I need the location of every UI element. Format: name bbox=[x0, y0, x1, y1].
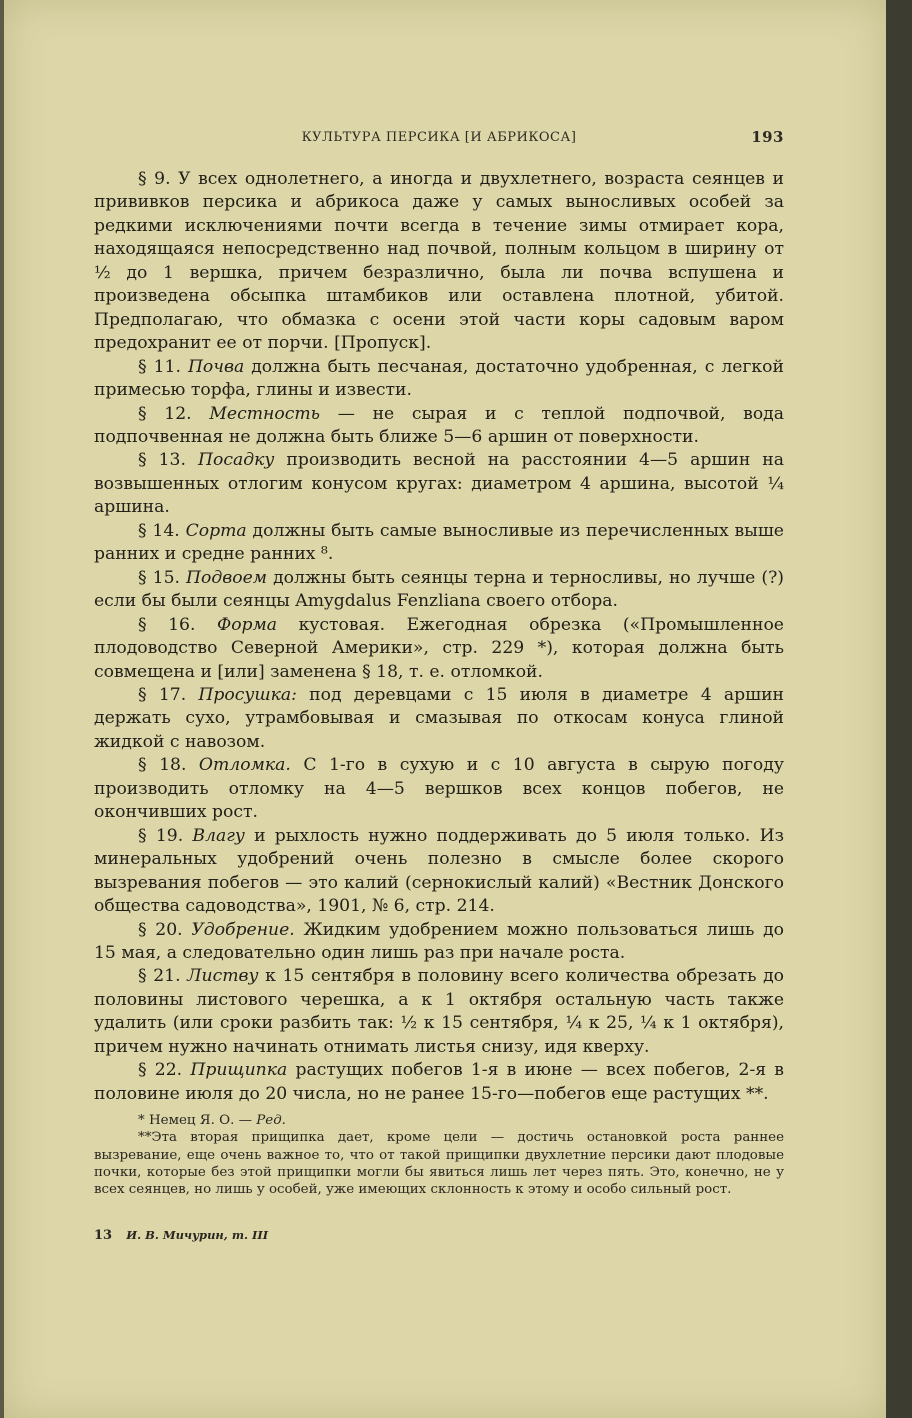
footnote-mark: * bbox=[138, 1113, 145, 1128]
scan-edge bbox=[886, 0, 912, 1418]
book-page bbox=[4, 0, 886, 1418]
section-number: § 11. bbox=[138, 356, 181, 377]
paragraph-text: под деревцами с 15 июля в диаметре 4 аршин держать сухо, утрамбовывая и смазывая по откосам конуса глиной жидкой с навозом. bbox=[94, 684, 784, 752]
paragraph-12 bbox=[94, 403, 784, 450]
footnote-1 bbox=[94, 1112, 784, 1129]
paragraph-text: должны быть сеянцы терна и терносливы, но лучше (?) если бы были сеянцы Amygdalus Fenzliana своего отбора. bbox=[94, 567, 785, 612]
section-number: § 12. bbox=[138, 403, 192, 424]
paragraph-17 bbox=[94, 684, 784, 754]
footnote-editor: Ред. bbox=[256, 1113, 286, 1128]
section-term: Отломка. bbox=[198, 755, 291, 776]
section-term: Удобрение. bbox=[191, 919, 295, 940]
section-term: Сорта bbox=[185, 520, 247, 541]
section-number: § 19. bbox=[138, 825, 184, 846]
paragraph-text: У всех однолетнего, а иногда и двухлетнего, возраста сеянцев и прививков персика и абрикоса даже у самых выносливых особей за редкими исключениями почти всегда в течение зимы отмирает кора, находящаяся непосредственно над почвой, полным кольцом в ширину от ½ до 1 вершка, причем безразлично, была ли почва вспушена и произведена обсыпка штамбиков или оставлена плотной, убитой. Предполагаю, что обмазка с осени этой части коры садовым варом предохранит ее от порчи. [Пропуск]. bbox=[94, 169, 784, 354]
paragraph-22 bbox=[94, 1059, 784, 1106]
paragraph-text: к 15 сентября в половину всего количества обрезать до половины листового черешка, а к 1 октября остальную часть также удалить (или сроки разбить так: ½ к 15 сентября, ¼ к 25, ¼ к 1 октября), причем нужно начинать отнимать листья снизу, идя кверху. bbox=[94, 966, 785, 1057]
paragraph-21 bbox=[94, 965, 784, 1059]
footnote-text: Немец Я. О. — bbox=[148, 1113, 252, 1128]
paragraph-18 bbox=[94, 754, 784, 824]
footer-author: И. В. Мичурин, т. III bbox=[126, 1228, 269, 1242]
paragraph-20 bbox=[94, 919, 784, 966]
paragraph-text: производить весной на расстоянии 4—5 аршин на возвышенных отлогим конусом кругах: диаметром 4 аршина, высотой ¼ аршина. bbox=[94, 450, 784, 518]
paragraph-text: растущих побегов 1-я в июне — всех побегов, 2-я в половине июля до 20 числа, но не ранее 15-го—побегов еще растущих **. bbox=[94, 1060, 784, 1104]
signature-mark: 13 bbox=[94, 1228, 113, 1243]
section-number: § 17. bbox=[138, 684, 187, 705]
section-number: § 16. bbox=[138, 614, 196, 635]
paragraph-11 bbox=[94, 356, 784, 403]
section-number: § 15. bbox=[138, 567, 180, 588]
section-term: Посадку bbox=[198, 450, 275, 471]
paragraph-text: Жидким удобрением можно пользоваться лишь до 15 мая, а следовательно один лишь раз при начале роста. bbox=[94, 919, 784, 963]
section-term: Листву bbox=[187, 966, 259, 987]
paragraph-text: — не сырая и с теплой подпочвой, вода подпочвенная не должна быть ближе 5—6 аршин от поверхности. bbox=[94, 403, 785, 447]
paragraph-text: должны быть самые выносливые из перечисленных выше ранних и средне ранних ⁸. bbox=[94, 520, 784, 565]
running-title: КУЛЬТУРА ПЕРСИКА [И АБРИКОСА] bbox=[301, 130, 577, 145]
section-number: § 21. bbox=[138, 966, 181, 987]
running-header bbox=[94, 130, 784, 152]
main-text bbox=[94, 168, 784, 1106]
section-term: Влагу bbox=[192, 825, 245, 846]
paragraph-text: должна быть песчаная, достаточно удобренная, с легкой примесью торфа, глины и извести. bbox=[94, 356, 784, 401]
paragraph-text: С 1-го в сухую и с 10 августа в сырую погоду производить отломку на 4—5 вершков всех концов побегов, не окончивших рост. bbox=[94, 755, 784, 823]
footnote-text: Эта вторая прищипка дает, кроме цели — достичь остановкой роста раннее вызревание, еще очень важное то, что от такой прищипки двухлетние персики дают плодовые почки, которые без этой прищипки могли бы явиться лишь лет через пять. Это, конечно, не у всех сеянцев, но лишь у особей, уже имеющих склонность к этому и особо сильный рост. bbox=[94, 1130, 784, 1198]
paragraph-13 bbox=[94, 449, 784, 519]
section-number: § 22. bbox=[138, 1060, 183, 1081]
section-term: Форма bbox=[216, 614, 278, 635]
section-term: Прищипка bbox=[190, 1060, 288, 1081]
section-number: § 14. bbox=[138, 520, 180, 541]
page-number: 193 bbox=[751, 128, 784, 146]
section-number: § 13. bbox=[138, 450, 186, 471]
paragraph-19 bbox=[94, 825, 784, 919]
section-term: Просушка: bbox=[198, 684, 297, 705]
section-term: Местность bbox=[209, 403, 320, 424]
paragraph-16 bbox=[94, 614, 784, 684]
section-number: § 9. bbox=[138, 169, 171, 189]
paragraph-text: и рыхлость нужно поддерживать до 5 июля только. Из минеральных удобрений очень полезно в смысле более скорого вызревания побегов — это калий (сернокислый калий) «Вестник Донского общества садоводства», 1901, № 6, стр. 214. bbox=[94, 825, 784, 917]
section-number: § 20. bbox=[138, 919, 183, 940]
footnote-mark: ** bbox=[138, 1130, 152, 1146]
paragraph-15 bbox=[94, 567, 784, 614]
paragraph-text: кустовая. Ежегодная обрезка («Промышленное плодоводство Северной Америки», стр. 229 *), которая должна быть совмещена и [или] заменена § 18, т. е. отломкой. bbox=[94, 614, 784, 682]
section-term: Почва bbox=[187, 356, 245, 377]
paragraph-14 bbox=[94, 520, 784, 567]
section-term: Подвоем bbox=[186, 567, 268, 588]
footnotes bbox=[94, 1112, 784, 1198]
paragraph-9 bbox=[94, 168, 784, 356]
footnote-2 bbox=[94, 1129, 784, 1198]
section-number: § 18. bbox=[138, 755, 187, 776]
page-footer bbox=[94, 1228, 494, 1243]
